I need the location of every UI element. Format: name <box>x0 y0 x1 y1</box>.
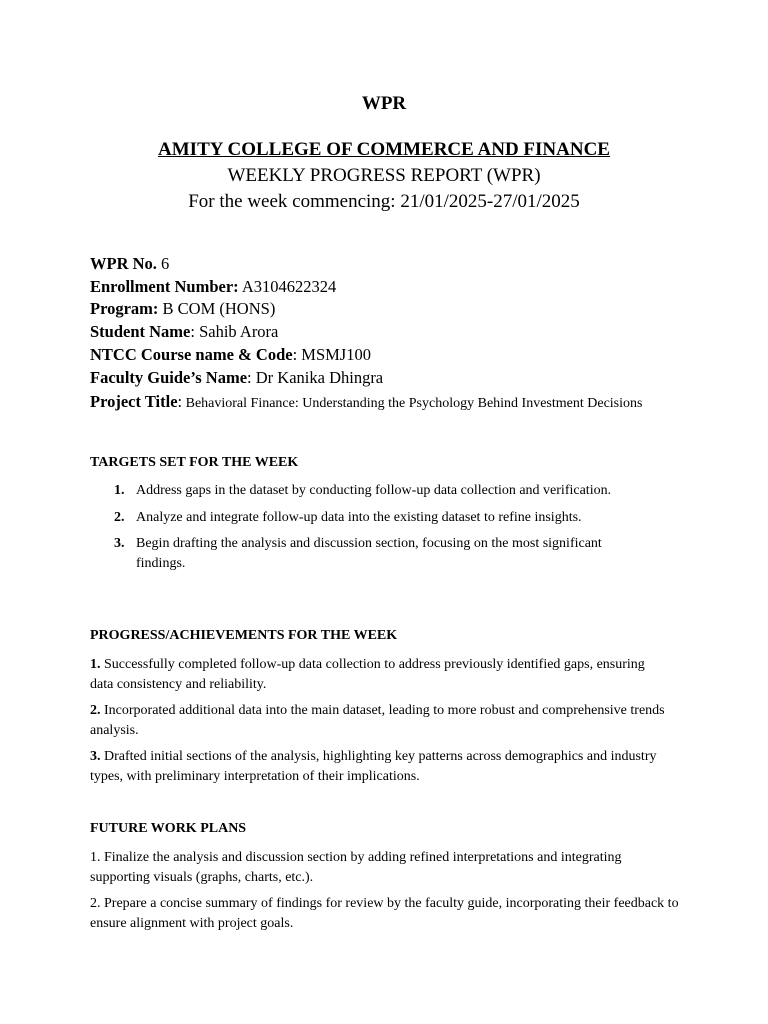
item-number: 1. <box>114 483 125 498</box>
item-number: 3. <box>114 536 125 551</box>
field-value: 6 <box>156 254 170 273</box>
field-faculty-guide <box>90 367 690 390</box>
list-item <box>90 701 670 740</box>
field-label: NTCC Course name & Code <box>90 344 293 364</box>
field-label: Student Name <box>90 322 191 342</box>
item-text: Successfully completed follow-up data collection to address previously identified gaps, ensuring data consistency and reliability. <box>90 657 645 692</box>
field-course <box>90 344 690 367</box>
list-item <box>90 655 670 694</box>
field-program <box>90 298 690 321</box>
field-value: : MSMJ100 <box>292 344 371 364</box>
list-item <box>90 747 670 786</box>
field-value: A3104622324 <box>238 276 337 296</box>
list-item <box>90 534 650 573</box>
item-text: Address gaps in the dataset by conducting follow-up data collection and verification. <box>136 483 612 498</box>
week-commencing: For the week commencing: 21/01/2025-27/01/2025 <box>188 191 580 212</box>
college-name: AMITY COLLEGE OF COMMERCE AND FINANCE <box>158 139 610 160</box>
doc-heading: WPR <box>361 93 407 114</box>
field-student-name <box>90 321 690 344</box>
field-value: B COM (HONS) <box>158 299 276 319</box>
targets-list <box>90 481 650 580</box>
list-item <box>90 508 650 528</box>
field-label: Program: <box>90 299 159 319</box>
field-value: : Dr Kanika Dhingra <box>247 367 384 387</box>
field-label: WPR No. <box>90 254 157 273</box>
targets-heading: TARGETS SET FOR THE WEEK <box>90 455 299 470</box>
item-text: Incorporated additional data into the main dataset, leading to more robust and comprehensive trends analysis. <box>90 703 665 738</box>
list-item <box>90 481 650 501</box>
list-item: 2. Prepare a concise summary of findings for review by the faculty guide, incorporating their feedback to ensure alignment with project goals. <box>90 896 679 931</box>
item-text: Begin drafting the analysis and discussion section, focusing on the most significant findings. <box>136 536 602 571</box>
field-enrollment <box>90 276 690 299</box>
item-number: 3. <box>90 749 101 764</box>
item-number: 2. <box>90 703 101 718</box>
field-label: Project Title <box>90 392 178 412</box>
field-label: Faculty Guide’s Name <box>90 367 248 387</box>
field-wpr-no <box>90 253 690 276</box>
field-value: Behavioral Finance: Understanding the Psychology Behind Investment Decisions <box>182 396 643 412</box>
field-colon: : <box>177 392 183 412</box>
progress-heading: PROGRESS/ACHIEVEMENTS FOR THE WEEK <box>90 628 398 643</box>
report-title: WEEKLY PROGRESS REPORT (WPR) <box>227 165 541 186</box>
list-item: 1. Finalize the analysis and discussion section by adding refined interpretations and integrating supporting visuals (graphs, charts, etc.). <box>90 850 622 885</box>
future-heading: FUTURE WORK PLANS <box>90 821 247 836</box>
item-number: 2. <box>114 509 125 525</box>
report-fields <box>90 253 690 413</box>
progress-list <box>90 655 670 793</box>
item-number: 1. <box>90 657 101 672</box>
field-project-title <box>90 392 690 413</box>
field-label: Enrollment Number: <box>90 276 239 296</box>
item-text: Analyze and integrate follow-up data into the existing dataset to refine insights. <box>136 509 582 525</box>
item-text: Drafted initial sections of the analysis, highlighting key patterns across demographics and industry types, with preliminary interpretation of their implications. <box>90 749 657 784</box>
field-value: : Sahib Arora <box>190 322 279 342</box>
future-list <box>90 848 680 940</box>
